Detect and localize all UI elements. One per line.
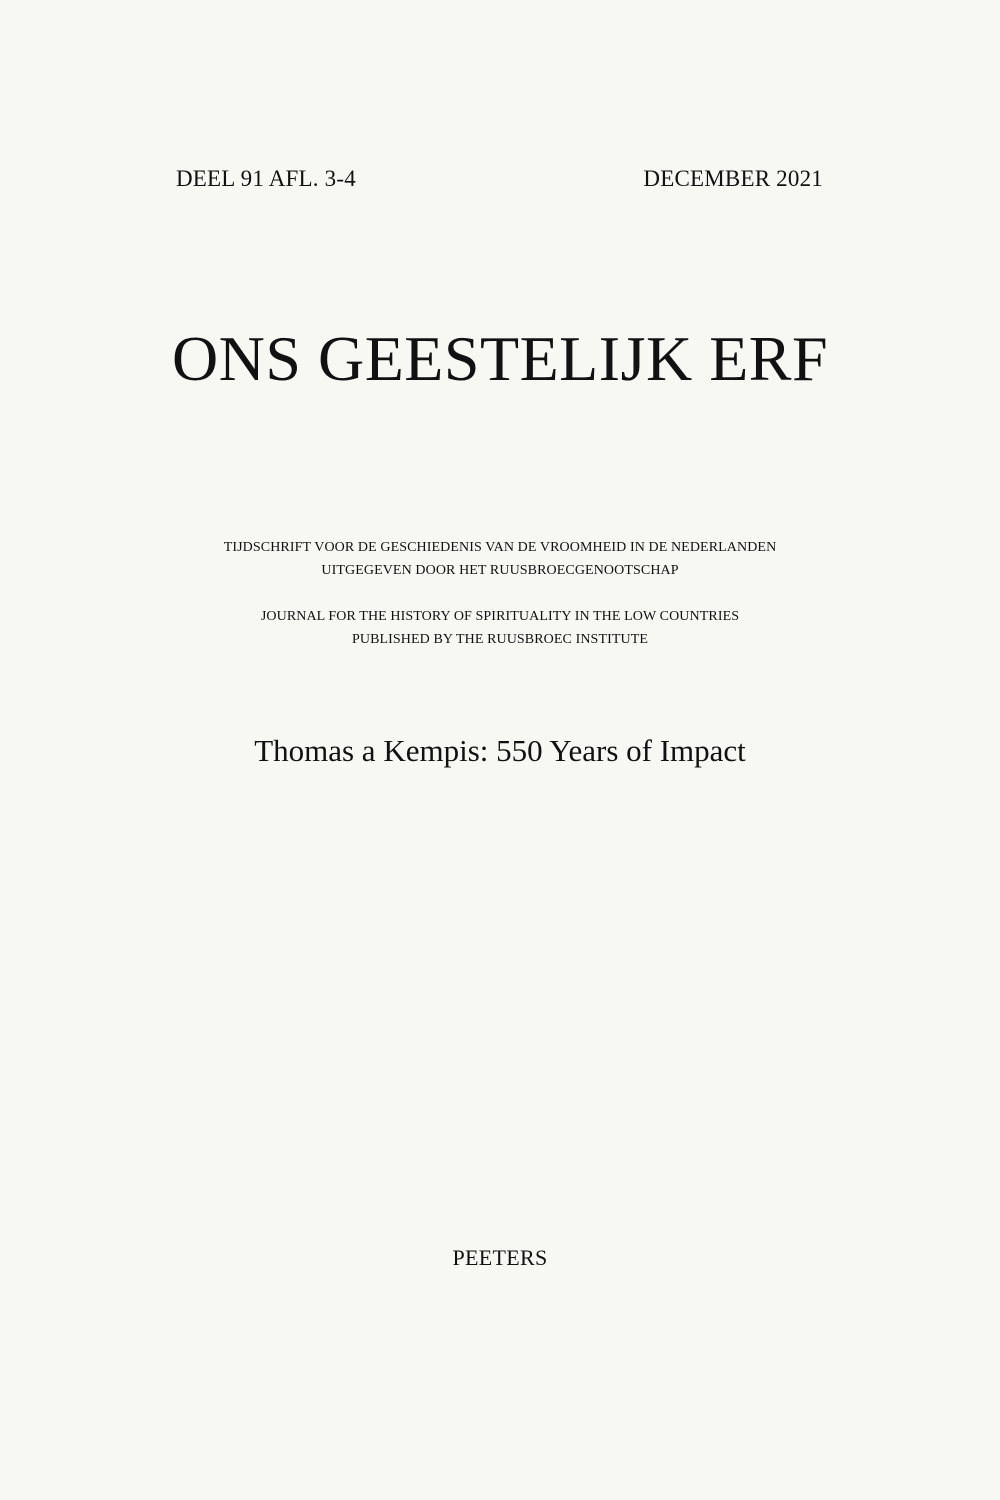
- subtitle-english-line-2: PUBLISHED BY THE RUUSBROEC INSTITUTE: [351, 632, 649, 647]
- issue-volume: DEEL 91 AFL. 3-4: [176, 166, 356, 191]
- subtitle-dutch: [0, 536, 1000, 582]
- subtitle-dutch-line-1: TIJDSCHRIFT VOOR DE GESCHIEDENIS VAN DE VROOMHEID IN DE NEDERLANDEN: [223, 540, 777, 555]
- issue-theme-title: Thomas a Kempis: 550 Years of Impact: [254, 733, 746, 768]
- issue-date: DECEMBER 2021: [643, 166, 823, 191]
- publisher-name: PEETERS: [452, 1245, 548, 1270]
- journal-title: ONS GEESTELIJK ERF: [171, 323, 829, 394]
- subtitle-english-line-1: JOURNAL FOR THE HISTORY OF SPIRITUALITY IN THE LOW COUNTRIES: [260, 609, 740, 624]
- subtitle-dutch-line-2: UITGEGEVEN DOOR HET RUUSBROECGENOOTSCHAP: [321, 563, 679, 578]
- subtitle-english: [0, 605, 1000, 651]
